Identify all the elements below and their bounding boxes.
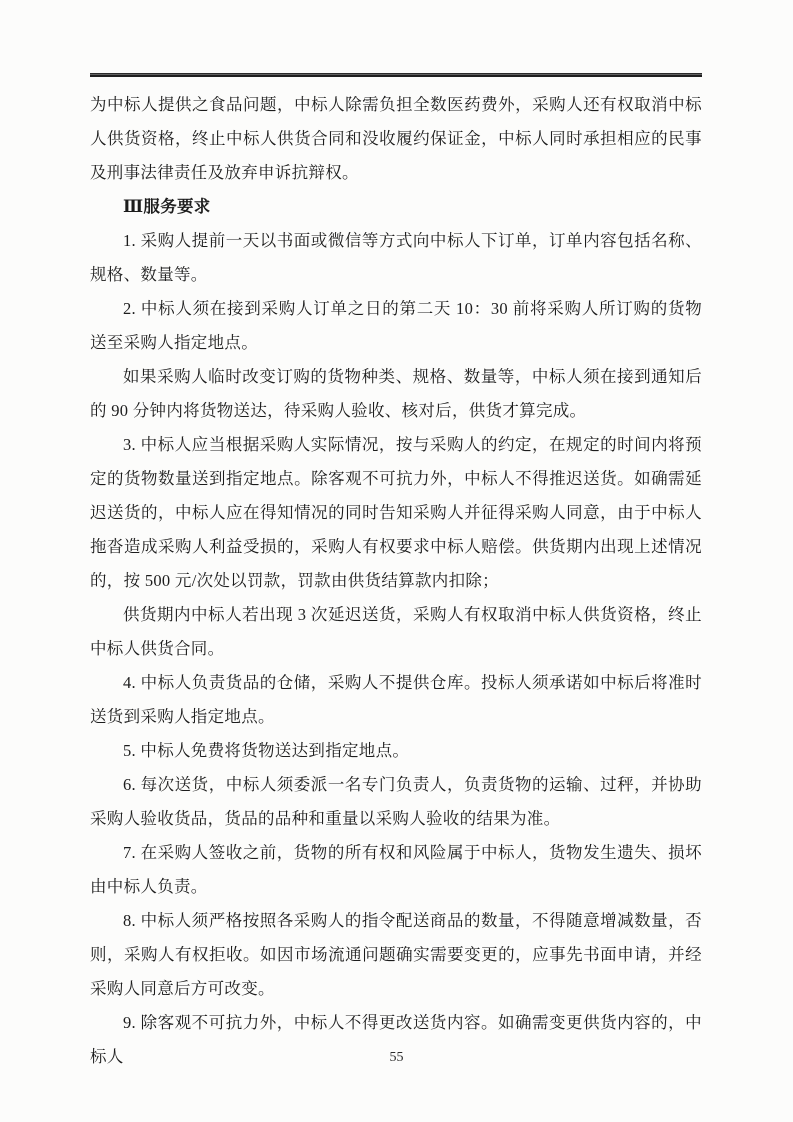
item-6: 6. 每次送货，中标人须委派一名专门负责人，负责货物的运输、过秤，并协助采购人验收货品，货品的品种和重量以采购人验收的结果为准。 [90,775,702,828]
para-continuation: 为中标人提供之食品问题，中标人除需负担全数医药费外，采购人还有权取消中标人供货资格，终止中标人供货合同和没收履约保证金，中标人同时承担相应的民事及刑事法律责任及放弃申诉抗辩权。 [90,95,702,182]
header-rule [90,73,702,77]
item-3: 3. 中标人应当根据采购人实际情况，按与采购人的约定，在规定的时间内将预定的货物数量送到指定地点。除客观不可抗力外，中标人不得推迟送货。如确需延迟送货的，中标人应在得知情况的同时告知采购人并征得采购人同意，由于中标人拖沓造成采购人利益受损的，采购人有权要求中标人赔偿。供货期内出现上述情况的，按 500 元/次处以罚款，罚款由供货结算款内扣除； [90,435,702,590]
item-7: 7. 在采购人签收之前，货物的所有权和风险属于中标人，货物发生遗失、损坏由中标人负责。 [90,843,702,896]
item-5: 5. 中标人免费将货物送达到指定地点。 [123,741,410,760]
para-late-delivery-termination: 供货期内中标人若出现 3 次延迟送货，采购人有权取消中标人供货资格，终止中标人供货合同。 [90,605,702,658]
item-1: 1. 采购人提前一天以书面或微信等方式向中标人下订单，订单内容包括名称、规格、数量等。 [90,231,702,284]
page-number: 55 [389,1050,404,1065]
item-8: 8. 中标人须严格按照各采购人的指令配送商品的数量，不得随意增减数量，否则，采购人有权拒收。如因市场流通问题确实需要变更的，应事先书面申请，并经采购人同意后方可改变。 [90,911,702,998]
item-4: 4. 中标人负责货品的仓储，采购人不提供仓库。投标人须承诺如中标后将准时送货到采购人指定地点。 [90,673,702,726]
para-order-change: 如果采购人临时改变订购的货物种类、规格、数量等，中标人须在接到通知后的 90 分钟内将货物送达，待采购人验收、核对后，供货才算完成。 [90,367,702,420]
page-body [90,88,702,1074]
item-9: 9. 除客观不可抗力外，中标人不得更改送货内容。如确需变更供货内容的，中标人 [90,1013,702,1066]
heading-service-requirements: Ⅲ服务要求 [123,197,211,216]
item-2: 2. 中标人须在接到采购人订单之日的第二天 10：30 前将采购人所订购的货物送至采购人指定地点。 [90,299,702,352]
